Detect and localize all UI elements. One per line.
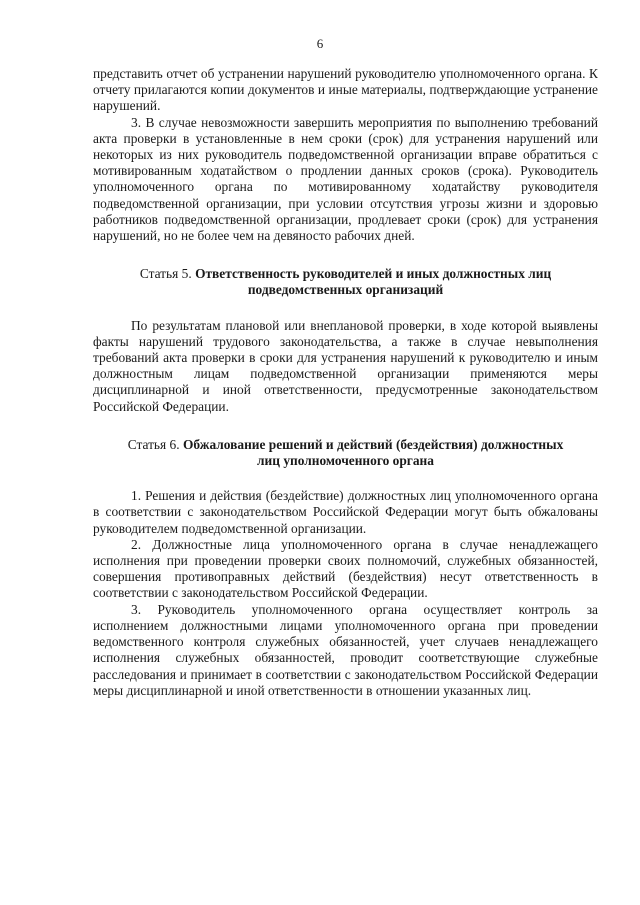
document-body (93, 66, 598, 699)
article-6-label: Статья 6. (127, 436, 180, 452)
article-5-title: Ответственность руководителей и иных должностных лиц подведомственных организаций (195, 266, 552, 298)
article-6-paragraph-2: 2. Должностные лица уполномоченного органа в случае ненадлежащего исполнения при проведении проверки своих полномочий, служебных обязанностей, совершения противоправных действий (бездействия) несут ответственность в соответствии с законодательством Российской Федерации. (93, 536, 598, 601)
page-number: 6 (316, 36, 324, 51)
article-6-paragraph-3: 3. Руководитель уполномоченного органа осуществляет контроль за исполнением должностными лицами уполномоченного органа при проведении ведомственного контроля служебных обязанностей, учет случаев ненадлежащего исполнения служебных обязанностей, проводит соответствующие служебные расследования и принимает в соответствии с законодательством Российской Федерации меры дисциплинарной и иной ответственности в отношении указанных лиц. (93, 601, 598, 698)
article-5-heading (93, 266, 598, 298)
paragraph-3: 3. В случае невозможности завершить мероприятия по выполнению требований акта проверки в установленные в нем сроки (срок) для устранения нарушений или некоторых из них руководитель подведомственной организации вправе обратиться с мотивированным ходатайством о продлении данных сроков (срока). Руководитель уполномоченного органа по мотивированному ходатайству руководителя подведомственной организации, при условии отсутствия угрозы жизни и здоровью работников подведомственной организации, продлевает сроки (срок) для устранения нарушений, но не более чем на девяносто рабочих дней. (93, 114, 598, 244)
article-6-title: Обжалование решений и действий (бездействия) должностных лиц уполномоченного органа (182, 436, 564, 469)
article-6-heading (93, 437, 598, 469)
paragraph-continued: представить отчет об устранении нарушений руководителю уполномоченного органа. К отчету прилагаются копии документов и иные материалы, подтверждающие устранение нарушений. (93, 66, 598, 114)
article-5-paragraph: По результатам плановой или внеплановой проверки, в ходе которой выявлены факты нарушений трудового законодательства, а также в случае невыполнения требований акта проверки в сроки для устранения нарушений к руководителю и иным должностным лицам подведомственной организации применяются меры дисциплинарной и иной ответственности, предусмотренные законодательством Российской Федерации. (93, 317, 598, 414)
article-5-label: Статья 5. (139, 266, 192, 282)
article-6-paragraph-1: 1. Решения и действия (бездействие) должностных лиц уполномоченного органа в соответствии с законодательством Российской Федерации могут быть обжалованы руководителем подведомственной организации. (93, 488, 598, 536)
